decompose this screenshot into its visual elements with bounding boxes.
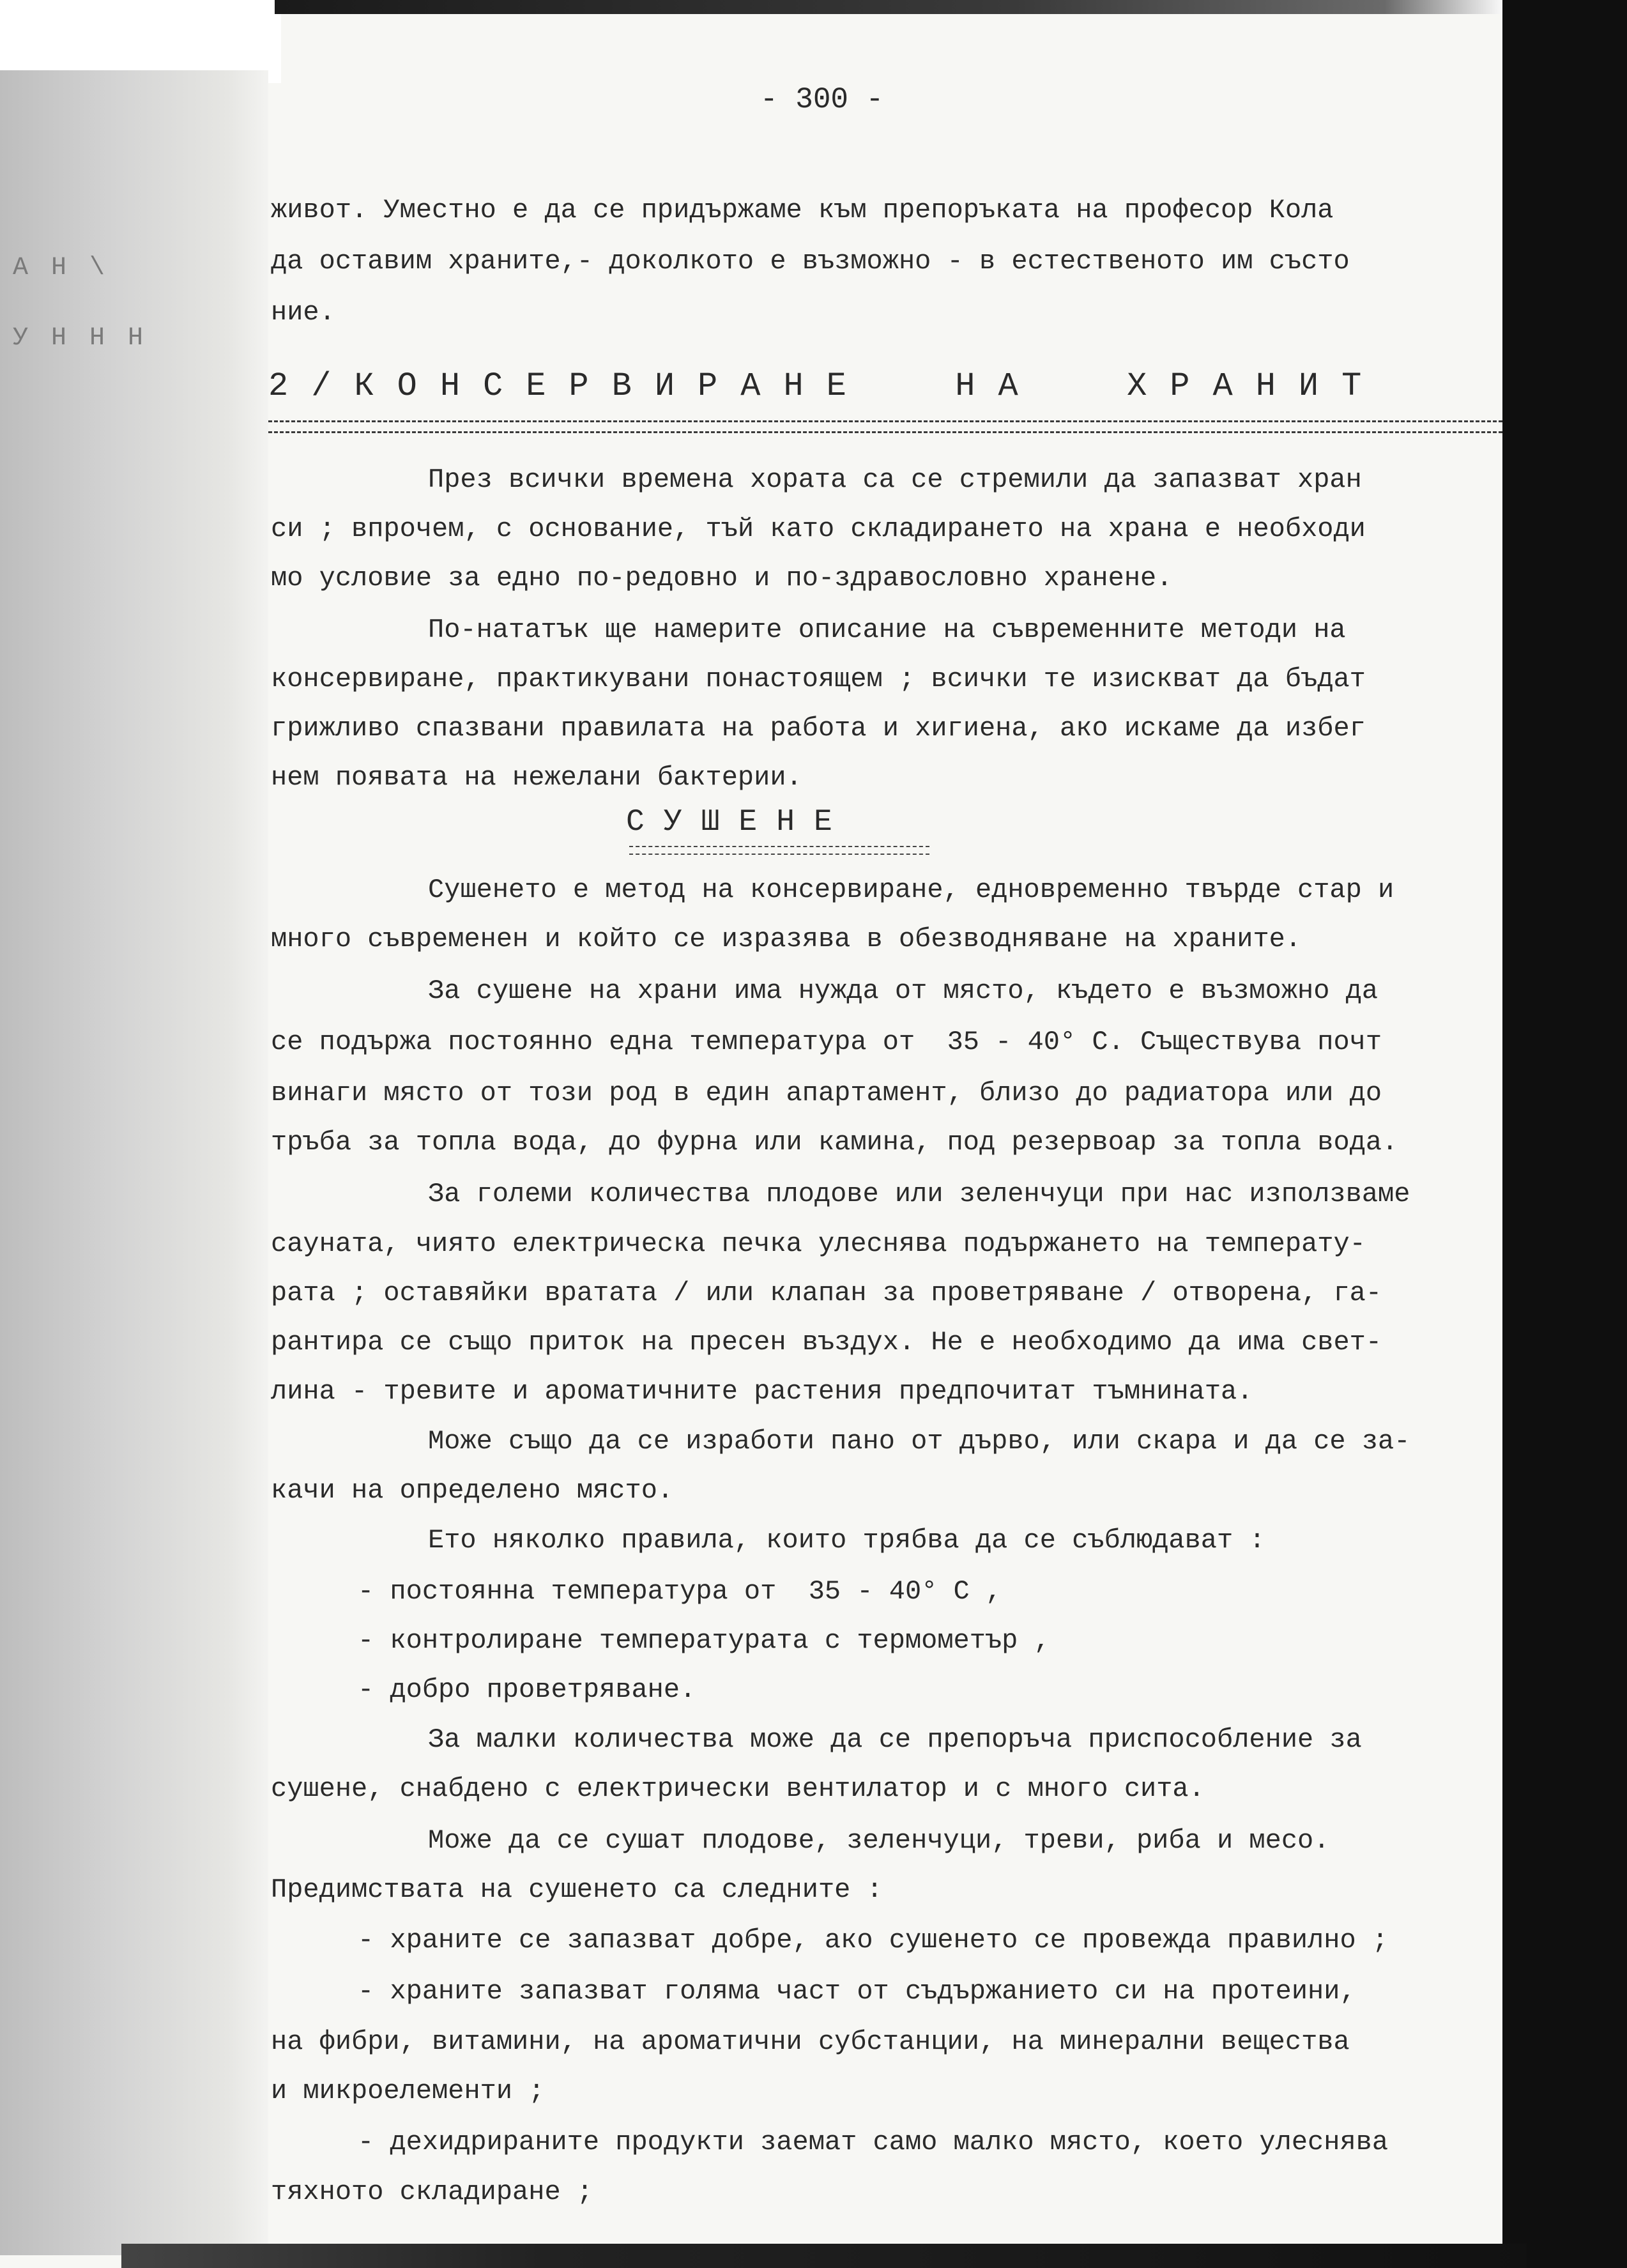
text-line: За малки количества може да се препоръча приспособление за — [428, 1724, 1362, 1755]
text-line: За сушене на храни има нужда от място, където е възможно да — [428, 976, 1379, 1006]
text-line: За големи количества плодове или зеленчуци при нас използваме — [428, 1179, 1410, 1209]
text-line: сушене, снабдено с електрически вентилатор и с много сита. — [271, 1774, 1205, 1804]
text-line: се подържа постоянно една температура от 35 - 40° C. Съществува почт — [271, 1027, 1382, 1057]
scan-top-edge — [275, 0, 1508, 14]
text-line: живот. Уместно е да се придържаме към препоръката на професор Кола — [271, 195, 1334, 226]
advantage-list-item: - храните запазват голяма част от съдържанието си на протеини, — [358, 1976, 1356, 2007]
rule-list-item: - постоянна температура от 35 - 40° C , — [358, 1576, 1002, 1607]
page-number: - 300 - — [760, 83, 884, 116]
text-line: Може да се сушат плодове, зеленчуци, треви, риба и месо. — [428, 1825, 1330, 1856]
sub-heading: СУШЕНЕ — [626, 805, 852, 839]
text-line: Ето няколко правила, които трябва да се съблюдават : — [428, 1525, 1265, 1556]
text-line: консервиране, практикувани понастоящем ; всички те изискват да бъдат — [271, 664, 1366, 694]
heading-underline — [268, 420, 1502, 433]
sub-heading-underline — [629, 846, 929, 855]
text-line: си ; впрочем, с основание, тъй като складирането на храна е необходи — [271, 514, 1366, 544]
text-line: Може също да се изработи пано от дърво, или скара и да се за- — [428, 1426, 1410, 1457]
text-line: тяхното складиране ; — [271, 2177, 593, 2207]
scan-right-edge — [1502, 0, 1627, 2268]
text-line: тръба за топла вода, до фурна или камина, под резервоар за топла вода. — [271, 1127, 1398, 1158]
text-line: качи на определено място. — [271, 1475, 674, 1506]
scan-bottom-edge — [121, 2244, 1527, 2268]
text-line: и микроелементи ; — [271, 2076, 545, 2106]
text-line: лина - тревите и ароматичните растения предпочитат тъмнината. — [271, 1376, 1253, 1407]
margin-fragment: У Н Н Н — [13, 324, 148, 353]
document-page — [268, 70, 1501, 2230]
section-heading: 2/КОНСЕРВИРАНЕ НА ХРАНИТ — [268, 367, 1385, 405]
rule-list-item: - контролиране температурата с термометър , — [358, 1625, 1050, 1656]
text-line: рантира се също приток на пресен въздух. Не е необходимо да има свет- — [271, 1327, 1382, 1358]
text-line: ние. — [271, 297, 335, 328]
facing-page-strip — [0, 70, 268, 2255]
advantage-list-item: - дехидрираните продукти заемат само малко място, което улеснява — [358, 2127, 1389, 2157]
margin-fragment: А Н \ — [13, 254, 109, 282]
text-line: винаги място от този род в един апартамент, близо до радиатора или до — [271, 1078, 1382, 1108]
text-line: грижливо спазвани правилата на работа и хигиена, ако искаме да избег — [271, 713, 1366, 744]
text-line: нем появата на нежелани бактерии. — [271, 762, 802, 793]
text-line: Предимствата на сушенето са следните : — [271, 1874, 883, 1905]
text-line: По-нататък ще намерите описание на съвременните методи на — [428, 615, 1346, 645]
text-line: много съвременен и който се изразява в обезводняване на храните. — [271, 924, 1302, 954]
advantage-list-item: - храните се запазват добре, ако сушенето се провежда правилно ; — [358, 1925, 1389, 1956]
text-line: Сушенето е метод на консервиране, едновременно твърде стар и — [428, 875, 1394, 905]
text-line: на фибри, витамини, на ароматични субстанции, на минерални вещества — [271, 2027, 1350, 2057]
text-line: През всички времена хората са се стремили да запазват хран — [428, 464, 1362, 495]
rule-list-item: - добро проветряване. — [358, 1674, 696, 1705]
text-line: сауната, чиято електрическа печка улеснява подържането на температу- — [271, 1229, 1366, 1259]
text-line: да оставим храните,- доколкото е възможно - в естественото им състо — [271, 246, 1350, 277]
text-line: мо условие за едно по-редовно и по-здравословно хранене. — [271, 563, 1173, 594]
text-line: рата ; оставяйки вратата / или клапан за проветряване / отворена, га- — [271, 1278, 1382, 1308]
